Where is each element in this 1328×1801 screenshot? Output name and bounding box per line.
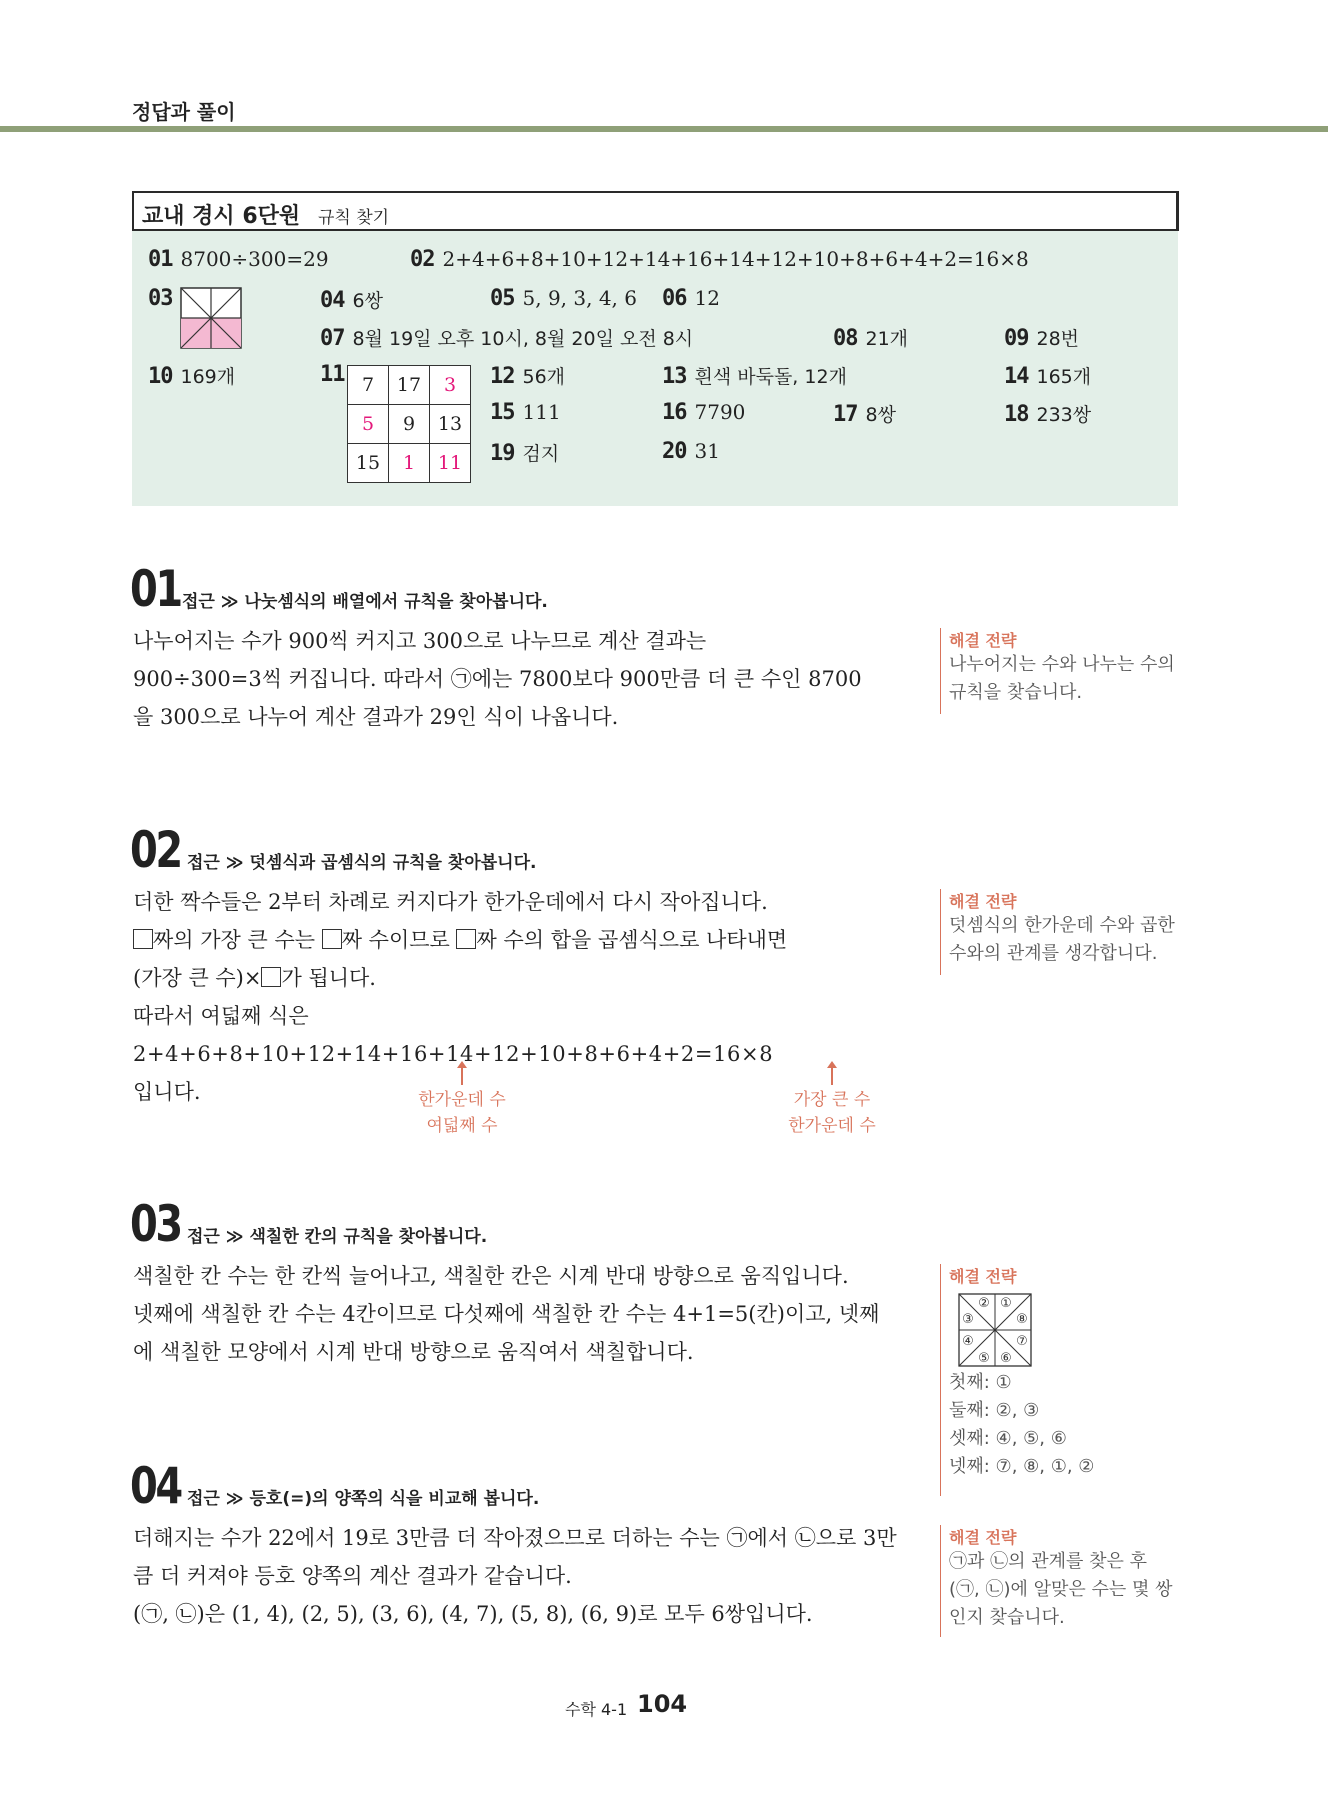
answer-05: 05 5, 9, 3, 4, 6 bbox=[490, 286, 637, 311]
blank-box bbox=[322, 929, 342, 949]
magic-cell: 7 bbox=[348, 366, 389, 405]
note-line: 가장 큰 수 bbox=[793, 1090, 871, 1110]
body-line: 에 색칠한 모양에서 시계 반대 방향으로 움직여서 색칠합니다. bbox=[133, 1340, 694, 1364]
body-line-equation: 2+4+6+8+10+12+14+16+14+12+10+8+6+4+2=16×8 bbox=[133, 1042, 774, 1066]
body-line: 나누어지는 수가 900씩 커지고 300으로 나누므로 계산 결과는 bbox=[133, 629, 707, 653]
strategy-label: 해결 전략 bbox=[949, 631, 1017, 650]
body-line: (가장 큰 수)× 가 됩니다. bbox=[133, 966, 376, 990]
arrow-up-icon bbox=[461, 1067, 463, 1085]
body-line: 큼 더 커져야 등호 양쪽의 계산 결과가 같습니다. bbox=[133, 1564, 572, 1588]
note-line: 여덟째 수 bbox=[426, 1116, 498, 1136]
blank-box bbox=[456, 929, 476, 949]
grid-label: ⑦ bbox=[1016, 1334, 1028, 1349]
arrow-up-icon bbox=[831, 1067, 833, 1085]
blank-box bbox=[133, 929, 153, 949]
body-line: (㉠, ㉡)은 (1, 4), (2, 5), (3, 6), (4, 7), (5, 8), (6, 9)로 모두 6쌍입니다. bbox=[133, 1602, 813, 1626]
section-01-approach: 접근 ≫ 나눗셈식의 배열에서 규칙을 찾아봅니다. bbox=[182, 592, 548, 612]
answer-12: 12 56개 bbox=[490, 364, 566, 389]
answer-17: 17 8쌍 bbox=[833, 402, 896, 427]
section-04-strategy bbox=[940, 1525, 1172, 1637]
answer-18: 18 233쌍 bbox=[1004, 402, 1092, 427]
answer-04: 04 6쌍 bbox=[320, 288, 383, 313]
grid-label: ③ bbox=[962, 1312, 974, 1327]
strategy-line: (㉠, ㉡)에 알맞은 수는 몇 쌍 bbox=[949, 1579, 1173, 1600]
answer-19: 19 검지 bbox=[490, 441, 560, 466]
magic-cell: 15 bbox=[348, 444, 389, 483]
strategy-line: ㉠과 ㉡의 관계를 찾은 후 bbox=[949, 1551, 1147, 1572]
answer-07: 07 8월 19일 오후 10시, 8월 20일 오전 8시 bbox=[320, 326, 694, 351]
section-02-approach: 접근 ≫ 덧셈식과 곱셈식의 규칙을 찾아봅니다. bbox=[187, 853, 537, 873]
magic-cell-answer: 11 bbox=[430, 444, 471, 483]
section-03-strategy bbox=[940, 1264, 1094, 1496]
strategy-label: 해결 전략 bbox=[949, 1267, 1017, 1286]
strategy-label: 해결 전략 bbox=[949, 1528, 1017, 1547]
strategy-line: 규칙을 찾습니다. bbox=[949, 682, 1083, 703]
magic-cell-answer: 1 bbox=[389, 444, 430, 483]
section-04-body bbox=[133, 1519, 897, 1633]
grid-label: ② bbox=[978, 1296, 990, 1311]
answer-box-title: 교내 경시 6단원 bbox=[142, 204, 301, 229]
note-largest-number bbox=[782, 1087, 882, 1139]
section-03-number: 03 bbox=[130, 1195, 181, 1253]
strategy-line: 나누어지는 수와 나누는 수의 bbox=[949, 654, 1175, 675]
strategy-line: 넷째: ⑦, ⑧, ①, ② bbox=[949, 1456, 1095, 1477]
body-line: 넷째에 색칠한 칸 수는 4칸이므로 다섯째에 색칠한 칸 수는 4+1=5(칸)이고, 넷째 bbox=[133, 1302, 880, 1326]
grid-label: ⑧ bbox=[1016, 1312, 1028, 1327]
body-line: 색칠한 칸 수는 한 칸씩 늘어나고, 색칠한 칸은 시계 반대 방향으로 움직입니다. bbox=[133, 1264, 849, 1288]
strategy-line: 둘째: ②, ③ bbox=[949, 1400, 1040, 1421]
body-line: 더해지는 수가 22에서 19로 3만큼 더 작아졌으므로 더하는 수는 ㉠에서 ㉡으로 3만 bbox=[133, 1526, 897, 1550]
footer-book-label: 수학 4-1 bbox=[565, 1700, 628, 1719]
answer-02: 02 2+4+6+8+10+12+14+16+14+12+10+8+6+4+2=16×8 bbox=[410, 247, 1029, 272]
magic-cell: 9 bbox=[389, 405, 430, 444]
grid-label: ⑥ bbox=[1000, 1351, 1012, 1366]
answer-11: 11 bbox=[320, 362, 345, 387]
section-01-body bbox=[133, 622, 862, 736]
answer-16: 16 7790 bbox=[662, 400, 746, 425]
note-line: 한가운데 수 bbox=[788, 1116, 876, 1136]
answer-20: 20 31 bbox=[662, 439, 720, 464]
note-line: 한가운데 수 bbox=[418, 1090, 506, 1110]
header-divider bbox=[0, 126, 1328, 132]
section-03-approach: 접근 ≫ 색칠한 칸의 규칙을 찾아봅니다. bbox=[187, 1227, 488, 1247]
section-04-number: 04 bbox=[130, 1457, 181, 1515]
numbered-grid-diagram bbox=[958, 1293, 1032, 1367]
answer-14: 14 165개 bbox=[1004, 364, 1092, 389]
strategy-line: 수와의 관계를 생각합니다. bbox=[949, 943, 1158, 964]
grid-label: ① bbox=[1000, 1296, 1012, 1311]
body-line: 을 300으로 나누어 계산 결과가 29인 식이 나옵니다. bbox=[133, 705, 619, 729]
grid-label: ⑤ bbox=[978, 1351, 990, 1366]
answer-08: 08 21개 bbox=[833, 326, 909, 351]
section-01-strategy bbox=[940, 628, 1175, 714]
section-02-strategy bbox=[940, 889, 1175, 975]
magic-cell: 13 bbox=[430, 405, 471, 444]
answer-10: 10 169개 bbox=[148, 364, 236, 389]
footer-page-number: 104 bbox=[637, 1690, 688, 1718]
page-header-title: 정답과 풀이 bbox=[132, 100, 236, 124]
section-03-body bbox=[133, 1257, 879, 1371]
blank-box bbox=[261, 967, 281, 987]
answer-03: 03 bbox=[148, 286, 173, 311]
strategy-line: 첫째: ① bbox=[949, 1372, 1012, 1393]
answer-11-magic-square bbox=[347, 365, 471, 483]
section-01-number: 01 bbox=[130, 560, 181, 618]
strategy-line: 덧셈식의 한가운데 수와 곱한 bbox=[949, 915, 1175, 936]
strategy-line: 인지 찾습니다. bbox=[949, 1607, 1065, 1628]
magic-cell: 17 bbox=[389, 366, 430, 405]
body-line: 따라서 여덟째 식은 bbox=[133, 1004, 309, 1028]
answer-box-header-bar bbox=[1176, 191, 1179, 231]
answer-06: 06 12 bbox=[662, 286, 720, 311]
grid-label: ④ bbox=[962, 1334, 974, 1349]
section-02-number: 02 bbox=[130, 821, 181, 879]
answer-01: 01 8700÷300=29 bbox=[148, 247, 329, 272]
note-middle-number bbox=[412, 1087, 512, 1139]
answer-03-shaded-grid bbox=[180, 287, 242, 349]
magic-cell-answer: 5 bbox=[348, 405, 389, 444]
strategy-line: 셋째: ④, ⑤, ⑥ bbox=[949, 1428, 1067, 1449]
section-04-approach: 접근 ≫ 등호(=)의 양쪽의 식을 비교해 봅니다. bbox=[187, 1489, 540, 1509]
body-line: 더한 짝수들은 2부터 차례로 커지다가 한가운데에서 다시 작아집니다. bbox=[133, 890, 768, 914]
answer-15: 15 111 bbox=[490, 400, 561, 425]
answer-09: 09 28번 bbox=[1004, 326, 1080, 351]
magic-cell-answer: 3 bbox=[430, 366, 471, 405]
body-line: 900÷300=3씩 커집니다. 따라서 ㉠에는 7800보다 900만큼 더 큰 수인 8700 bbox=[133, 667, 862, 691]
answer-box-subtitle: 규칙 찾기 bbox=[318, 208, 390, 228]
answer-13: 13 흰색 바둑돌, 12개 bbox=[662, 364, 847, 389]
body-line: 입니다. bbox=[133, 1080, 201, 1104]
strategy-label: 해결 전략 bbox=[949, 892, 1017, 911]
numbered-grid-wrapper bbox=[949, 1287, 1094, 1369]
body-line: 짜의 가장 큰 수는 짜 수이므로 짜 수의 합을 곱셈식으로 나타내면 bbox=[133, 921, 787, 959]
